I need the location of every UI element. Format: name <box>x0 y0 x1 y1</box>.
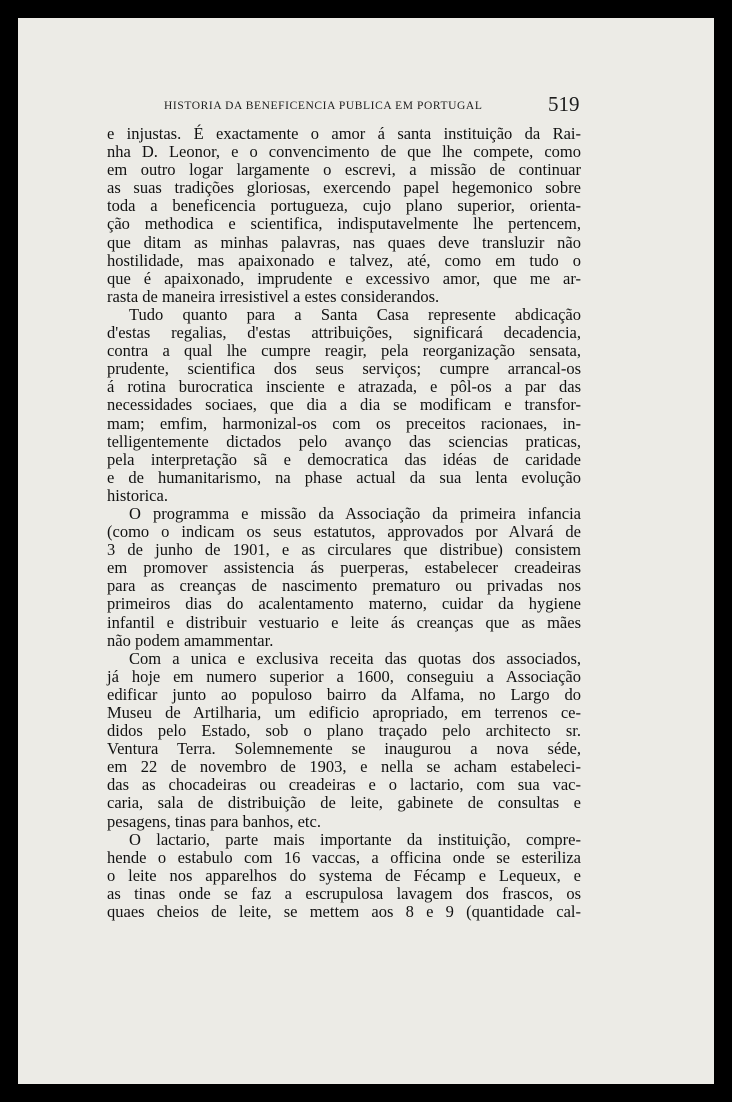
text-line: á rotina burocratica insciente e atrazada, e pôl-os a par das <box>107 377 581 397</box>
text-line: O programma e missão da Associação da primeira infancia <box>129 503 581 523</box>
text-line: Com a unica e exclusiva receita das quotas dos associados, <box>129 648 581 668</box>
text-line: as suas tradições gloriosas, exercendo papel hegemonico sobre <box>107 178 581 198</box>
text-line: telligentemente dictados pelo avanço das sciencias praticas, <box>107 431 581 451</box>
text-line: didos pelo Estado, sob o plano traçado pelo architecto sr. <box>107 721 581 741</box>
page-header <box>18 88 714 118</box>
text-line: necessidades sociaes, que dia a dia se modificam e transfor- <box>107 395 581 415</box>
text-line: historica. <box>107 485 168 505</box>
text-line: toda a beneficencia portugueza, cujo plano superior, orienta- <box>107 196 581 216</box>
text-line: já hoje em numero superior a 1600, conseguiu a Associação <box>107 666 581 686</box>
text-line: hende o estabulo com 16 vaccas, a officina onde se esteriliza <box>107 847 581 867</box>
page-number: 519 <box>548 92 580 116</box>
paragraph <box>107 505 581 650</box>
text-line: as tinas onde se faz a escrupulosa lavagem dos frascos, os <box>107 883 581 903</box>
text-line: Tudo quanto para a Santa Casa represente abdicação <box>129 304 581 324</box>
text-line: rasta de maneira irresistivel a estes considerandos. <box>107 286 440 306</box>
text-line: pela interpretação sã e democratica das idéas de caridade <box>107 449 581 469</box>
text-line: d'estas regalias, d'estas attribuições, significará decadencia, <box>107 323 581 343</box>
text-line: edificar junto ao populoso bairro da Alfama, no Largo do <box>107 684 581 704</box>
text-line: O lactario, parte mais importante da instituição, compre- <box>129 829 581 849</box>
paragraph <box>107 125 581 306</box>
text-line: nha D. Leonor, e o convencimento de que lhe compete, como <box>107 142 581 162</box>
text-line: em 22 de novembro de 1903, e nella se acham estabeleci- <box>107 757 581 777</box>
body-text <box>107 125 581 921</box>
text-line: em promover assistencia ás puerperas, estabelecer creadeiras <box>107 558 581 578</box>
book-page <box>18 18 714 1084</box>
text-line: quaes cheios de leite, se mettem aos 8 e 9 (quantidade cal- <box>107 902 581 922</box>
running-title: HISTORIA DA BENEFICENCIA PUBLICA EM PORTUGAL <box>164 100 483 112</box>
paragraph <box>107 650 581 831</box>
text-line: pesagens, tinas para banhos, etc. <box>107 811 321 831</box>
text-line: que ditam as minhas palavras, nas quaes deve transluzir não <box>107 232 581 252</box>
text-line: infantil e distribuir vestuario e leite ás creanças que as mães <box>107 612 581 632</box>
text-line: para as creanças de nascimento prematuro ou privadas nos <box>107 576 581 596</box>
text-line: que é apaixonado, imprudente e excessivo amor, que me ar- <box>107 268 581 288</box>
text-line: Ventura Terra. Solemnemente se inaugurou a nova séde, <box>107 739 581 759</box>
text-line: das as chocadeiras ou creadeiras e o lactario, com sua vac- <box>107 775 581 795</box>
text-line: primeiros dias do acalentamento materno, cuidar da hygiene <box>107 594 581 614</box>
paragraph <box>107 306 581 505</box>
text-line: ção methodica e scientifica, indisputavelmente lhe pertencem, <box>107 214 581 234</box>
paragraph <box>107 831 581 921</box>
text-line: Museu de Artilharia, um edificio apropriado, em terrenos ce- <box>107 703 581 722</box>
text-line: em outro logar largamente o escrevi, a missão de continuar <box>107 160 581 180</box>
text-line: o leite nos apparelhos do systema de Fécamp e Lequeux, e <box>107 865 581 885</box>
text-line: contra a qual lhe cumpre reagir, pela reorganização sensata, <box>107 341 581 361</box>
text-line: (como o indicam os seus estatutos, approvados por Alvará de <box>107 522 581 542</box>
text-line: não podem amammentar. <box>107 630 274 650</box>
text-line: e de humanitarismo, na phase actual da sua lenta evolução <box>107 467 581 487</box>
text-line: prudente, scientifica dos seus serviços; cumpre arrancal-os <box>107 359 581 379</box>
text-line: mam; emfim, harmonizal-os com os preceitos racionaes, in- <box>107 413 581 433</box>
text-line: 3 de junho de 1901, e as circulares que distribue) consistem <box>107 540 581 560</box>
text-line: caria, sala de distribuição de leite, gabinete de consultas e <box>107 793 581 813</box>
text-line: e injustas. É exactamente o amor á santa instituição da Rai- <box>107 124 581 143</box>
text-line: hostilidade, mas apaixonado e talvez, até, como em tudo o <box>107 250 581 270</box>
